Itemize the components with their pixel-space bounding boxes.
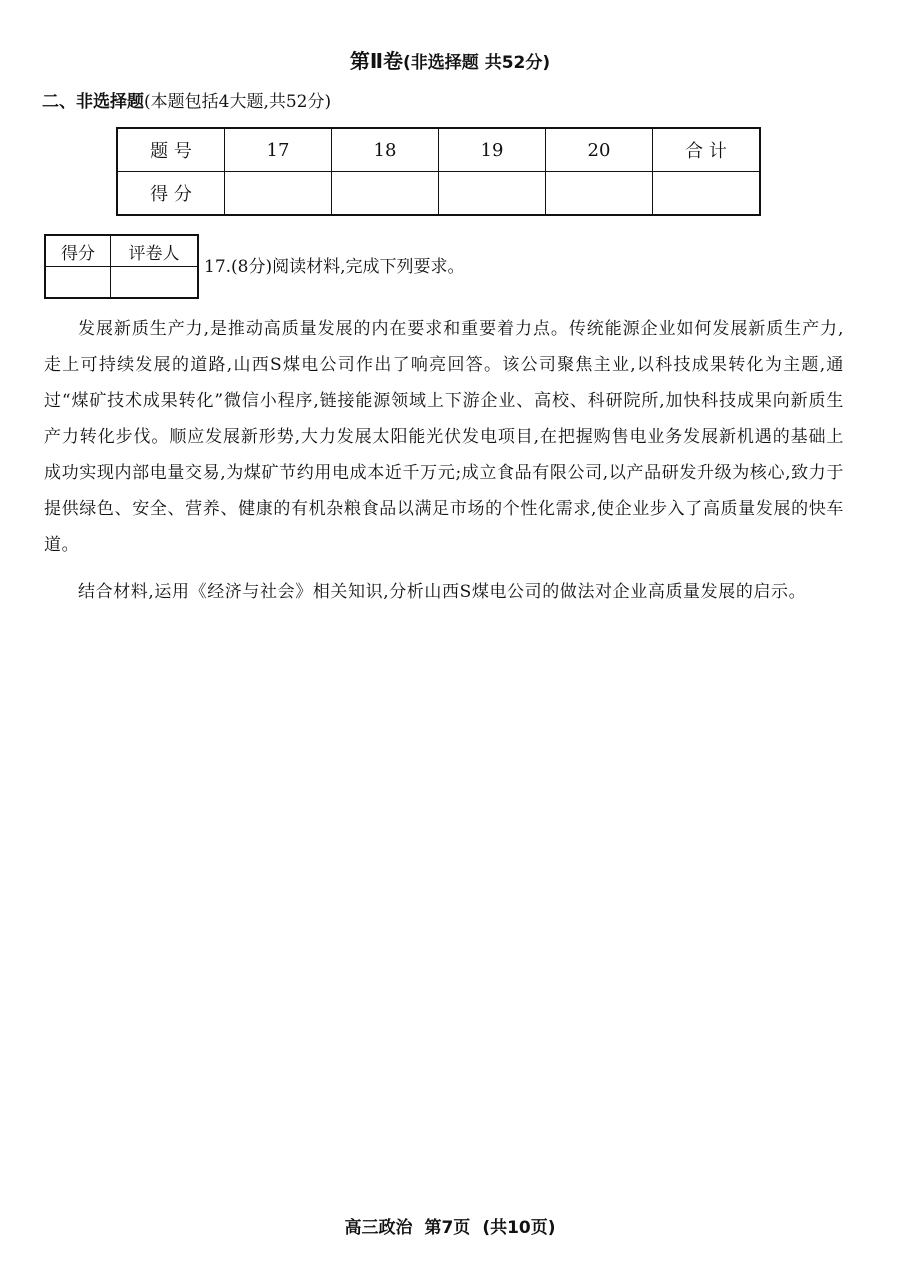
score-table-score-row (117, 172, 760, 216)
score-table-header-cell: 合 计 (653, 128, 761, 172)
score-table-header-cell: 20 (546, 128, 653, 172)
score-cell-19[interactable] (439, 172, 546, 216)
score-table-header-cell: 18 (332, 128, 439, 172)
question-17-heading: 17.(8分)阅读材料,完成下列要求。 (204, 257, 465, 277)
question-17-prompt: 结合材料,运用《经济与社会》相关知识,分析山西S煤电公司的做法对企业高质量发展的启示。 (78, 582, 807, 602)
grader-score-label: 得分 (45, 235, 111, 267)
score-table-header-cell: 19 (439, 128, 546, 172)
grader-name-cell[interactable] (111, 267, 199, 299)
score-cell-17[interactable] (225, 172, 332, 216)
section-heading-detail: (本题包括4大题,共52分) (144, 92, 332, 112)
grader-table-header-row (45, 235, 198, 267)
footer-subject: 高三政治 (344, 1218, 413, 1238)
score-cell-18[interactable] (332, 172, 439, 216)
score-row-label: 得 分 (117, 172, 225, 216)
volume-title: 第Ⅱ卷 (349, 49, 404, 73)
grader-table-input-row (45, 267, 198, 299)
score-table-header-cell: 17 (225, 128, 332, 172)
score-cell-total[interactable] (653, 172, 761, 216)
score-cell-20[interactable] (546, 172, 653, 216)
volume-subtitle: (非选择题 共52分) (403, 53, 551, 73)
footer-total: (共10页) (482, 1218, 556, 1238)
footer-page: 第7页 (424, 1218, 471, 1238)
question-17-material: 发展新质生产力,是推动高质量发展的内在要求和重要着力点。传统能源企业如何发展新质生产力,走上可持续发展的道路,山西S煤电公司作出了响亮回答。该公司聚焦主业,以科技成果转化为主题,通过“煤矿技术成果转化”微信小程序,链接能源领域上下游企业、高校、科研院所,加快科技成果向新质生产力转化步伐。顺应发展新形势,大力发展太阳能光伏发电项目,在把握购售电业务发展新机遇的基础上成功实现内部电量交易,为煤矿节约用电成本近千万元;成立食品有限公司,以产品研发升级为核心,致力于提供绿色、安全、营养、健康的有机杂粮食品以满足市场的个性化需求,使企业步入了高质量发展的快车道。 (44, 319, 844, 555)
score-table-header-row (117, 128, 760, 172)
section-heading (42, 88, 331, 116)
grader-score-cell[interactable] (45, 267, 111, 299)
score-table-header-cell: 题 号 (117, 128, 225, 172)
section-heading-label: 二、非选择题 (42, 92, 144, 112)
section-title (0, 46, 900, 78)
grader-name-label: 评卷人 (111, 235, 199, 267)
grader-table (44, 234, 199, 299)
score-table (116, 127, 761, 216)
page-footer (0, 1213, 900, 1238)
